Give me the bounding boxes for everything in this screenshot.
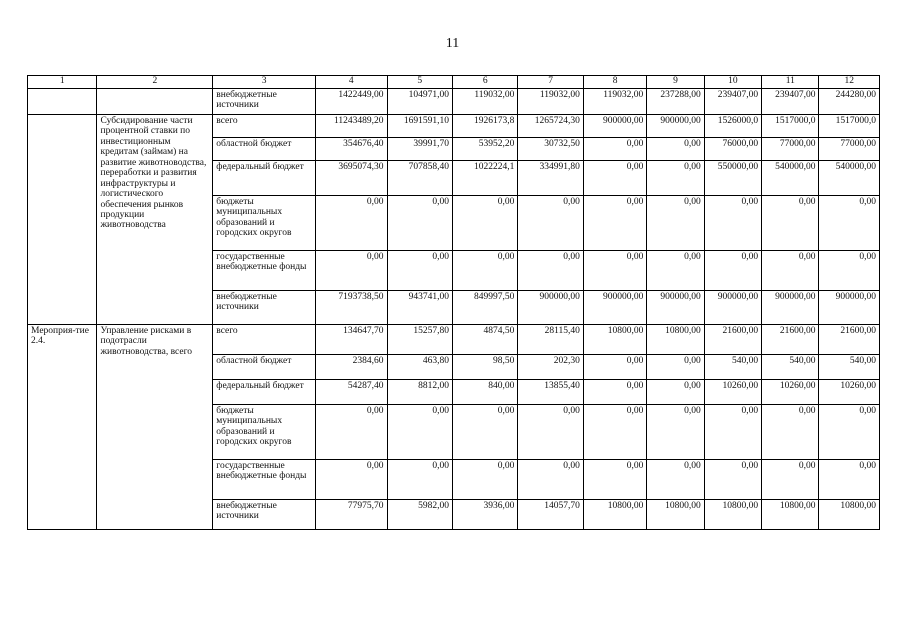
- value-cell: 77000,00: [819, 138, 880, 161]
- value-cell: 134647,70: [316, 325, 388, 355]
- value-cell: 1691591,10: [387, 115, 452, 138]
- activity-code-cell: Мероприя-тие 2.4.: [28, 325, 97, 530]
- value-cell: 0,00: [647, 405, 704, 460]
- funding-source-cell: федеральный бюджет: [213, 380, 316, 405]
- column-header-8: 8: [583, 76, 646, 89]
- value-cell: 10800,00: [819, 500, 880, 530]
- value-cell: 11243489,20: [316, 115, 388, 138]
- value-cell: 0,00: [819, 405, 880, 460]
- value-cell: 1265724,30: [518, 115, 583, 138]
- table-row: [28, 89, 880, 115]
- activity-code-cell: [28, 115, 97, 325]
- value-cell: 10260,00: [762, 380, 819, 405]
- value-cell: 4874,50: [452, 325, 517, 355]
- value-cell: 0,00: [762, 196, 819, 251]
- value-cell: 1526000,0: [704, 115, 761, 138]
- value-cell: 0,00: [452, 196, 517, 251]
- value-cell: 849997,50: [452, 291, 517, 325]
- value-cell: 77975,70: [316, 500, 388, 530]
- column-header-4: 4: [316, 76, 388, 89]
- value-cell: 0,00: [704, 405, 761, 460]
- value-cell: 0,00: [762, 251, 819, 291]
- value-cell: 104971,00: [387, 89, 452, 115]
- value-cell: 1422449,00: [316, 89, 388, 115]
- value-cell: 1022224,1: [452, 161, 517, 196]
- value-cell: 237288,00: [647, 89, 704, 115]
- page-number: 11: [445, 36, 460, 51]
- activity-name-cell: Субсидирование части процентной ставки по инвестиционным кредитам (займам) на развитие животноводства, переработки и развития инфраструктуры и логистического обеспечения рынков продукции животноводства: [97, 115, 213, 325]
- column-header-5: 5: [387, 76, 452, 89]
- value-cell: 0,00: [704, 460, 761, 500]
- value-cell: 0,00: [647, 380, 704, 405]
- value-cell: 10800,00: [762, 500, 819, 530]
- value-cell: 54287,40: [316, 380, 388, 405]
- value-cell: 119032,00: [583, 89, 646, 115]
- value-cell: 30732,50: [518, 138, 583, 161]
- value-cell: 3695074,30: [316, 161, 388, 196]
- value-cell: 14057,70: [518, 500, 583, 530]
- value-cell: 2384,60: [316, 355, 388, 380]
- value-cell: 943741,00: [387, 291, 452, 325]
- funding-source-cell: областной бюджет: [213, 355, 316, 380]
- column-header-7: 7: [518, 76, 583, 89]
- value-cell: 5982,00: [387, 500, 452, 530]
- value-cell: 28115,40: [518, 325, 583, 355]
- value-cell: 0,00: [583, 161, 646, 196]
- value-cell: 0,00: [647, 251, 704, 291]
- value-cell: 540000,00: [819, 161, 880, 196]
- value-cell: 3936,00: [452, 500, 517, 530]
- value-cell: 900000,00: [762, 291, 819, 325]
- budget-table: [27, 75, 880, 530]
- value-cell: 0,00: [316, 460, 388, 500]
- value-cell: 0,00: [316, 405, 388, 460]
- value-cell: 334991,80: [518, 161, 583, 196]
- value-cell: 119032,00: [452, 89, 517, 115]
- value-cell: 21600,00: [704, 325, 761, 355]
- value-cell: 0,00: [387, 251, 452, 291]
- value-cell: 0,00: [452, 405, 517, 460]
- column-header-2: 2: [97, 76, 213, 89]
- column-header-10: 10: [704, 76, 761, 89]
- value-cell: 0,00: [387, 405, 452, 460]
- funding-source-cell: всего: [213, 325, 316, 355]
- value-cell: 77000,00: [762, 138, 819, 161]
- value-cell: 0,00: [387, 460, 452, 500]
- column-header-11: 11: [762, 76, 819, 89]
- value-cell: 10260,00: [704, 380, 761, 405]
- value-cell: 0,00: [647, 460, 704, 500]
- value-cell: 98,50: [452, 355, 517, 380]
- value-cell: 0,00: [387, 196, 452, 251]
- value-cell: 0,00: [518, 405, 583, 460]
- value-cell: 540,00: [704, 355, 761, 380]
- value-cell: 0,00: [819, 196, 880, 251]
- value-cell: 1517000,0: [762, 115, 819, 138]
- value-cell: 239407,00: [704, 89, 761, 115]
- value-cell: 13855,40: [518, 380, 583, 405]
- value-cell: 840,00: [452, 380, 517, 405]
- value-cell: 540,00: [762, 355, 819, 380]
- activity-name-cell: [97, 89, 213, 115]
- activity-name-cell: Управление рисками в подотрасли животноводства, всего: [97, 325, 213, 530]
- value-cell: 900000,00: [583, 291, 646, 325]
- funding-source-cell: федеральный бюджет: [213, 161, 316, 196]
- funding-source-cell: областной бюджет: [213, 138, 316, 161]
- value-cell: 540000,00: [762, 161, 819, 196]
- value-cell: 900000,00: [647, 115, 704, 138]
- funding-source-cell: государственные внебюджетные фонды: [213, 251, 316, 291]
- value-cell: 244280,00: [819, 89, 880, 115]
- value-cell: 21600,00: [762, 325, 819, 355]
- table-row: [28, 325, 880, 355]
- value-cell: 900000,00: [518, 291, 583, 325]
- column-header-6: 6: [452, 76, 517, 89]
- value-cell: 76000,00: [704, 138, 761, 161]
- value-cell: 0,00: [518, 460, 583, 500]
- value-cell: 540,00: [819, 355, 880, 380]
- value-cell: 0,00: [762, 405, 819, 460]
- column-header-3: 3: [213, 76, 316, 89]
- value-cell: 202,30: [518, 355, 583, 380]
- value-cell: 15257,80: [387, 325, 452, 355]
- value-cell: 0,00: [518, 196, 583, 251]
- value-cell: 10260,00: [819, 380, 880, 405]
- funding-source-cell: всего: [213, 115, 316, 138]
- value-cell: 21600,00: [819, 325, 880, 355]
- value-cell: 0,00: [583, 460, 646, 500]
- value-cell: 900000,00: [583, 115, 646, 138]
- column-header-1: 1: [28, 76, 97, 89]
- value-cell: 10800,00: [583, 325, 646, 355]
- value-cell: 0,00: [316, 196, 388, 251]
- value-cell: 0,00: [583, 405, 646, 460]
- value-cell: 119032,00: [518, 89, 583, 115]
- value-cell: 10800,00: [647, 500, 704, 530]
- value-cell: 1926173,8: [452, 115, 517, 138]
- value-cell: 0,00: [316, 251, 388, 291]
- activity-code-cell: [28, 89, 97, 115]
- funding-source-cell: внебюджетные источники: [213, 89, 316, 115]
- value-cell: 0,00: [704, 251, 761, 291]
- value-cell: 10800,00: [583, 500, 646, 530]
- value-cell: 900000,00: [647, 291, 704, 325]
- funding-source-cell: государственные внебюджетные фонды: [213, 460, 316, 500]
- value-cell: 0,00: [583, 138, 646, 161]
- funding-source-cell: бюджеты муниципальных образований и городских округов: [213, 405, 316, 460]
- column-header-9: 9: [647, 76, 704, 89]
- value-cell: 0,00: [583, 380, 646, 405]
- value-cell: 707858,40: [387, 161, 452, 196]
- value-cell: 0,00: [452, 251, 517, 291]
- funding-source-cell: внебюджетные источники: [213, 500, 316, 530]
- value-cell: 53952,20: [452, 138, 517, 161]
- value-cell: 239407,00: [762, 89, 819, 115]
- value-cell: 0,00: [647, 355, 704, 380]
- value-cell: 0,00: [647, 138, 704, 161]
- value-cell: 354676,40: [316, 138, 388, 161]
- header-row: [28, 76, 880, 89]
- value-cell: 463,80: [387, 355, 452, 380]
- value-cell: 0,00: [819, 460, 880, 500]
- value-cell: 0,00: [518, 251, 583, 291]
- value-cell: 0,00: [647, 161, 704, 196]
- value-cell: 0,00: [819, 251, 880, 291]
- column-header-12: 12: [819, 76, 880, 89]
- value-cell: 7193738,50: [316, 291, 388, 325]
- value-cell: 0,00: [704, 196, 761, 251]
- value-cell: 8812,00: [387, 380, 452, 405]
- table-row: [28, 115, 880, 138]
- funding-source-cell: бюджеты муниципальных образований и городских округов: [213, 196, 316, 251]
- value-cell: 0,00: [647, 196, 704, 251]
- value-cell: 0,00: [762, 460, 819, 500]
- value-cell: 0,00: [583, 355, 646, 380]
- value-cell: 550000,00: [704, 161, 761, 196]
- value-cell: 10800,00: [647, 325, 704, 355]
- value-cell: 0,00: [583, 251, 646, 291]
- value-cell: 0,00: [452, 460, 517, 500]
- funding-source-cell: внебюджетные источники: [213, 291, 316, 325]
- value-cell: 10800,00: [704, 500, 761, 530]
- value-cell: 39991,70: [387, 138, 452, 161]
- value-cell: 900000,00: [819, 291, 880, 325]
- value-cell: 900000,00: [704, 291, 761, 325]
- value-cell: 1517000,0: [819, 115, 880, 138]
- value-cell: 0,00: [583, 196, 646, 251]
